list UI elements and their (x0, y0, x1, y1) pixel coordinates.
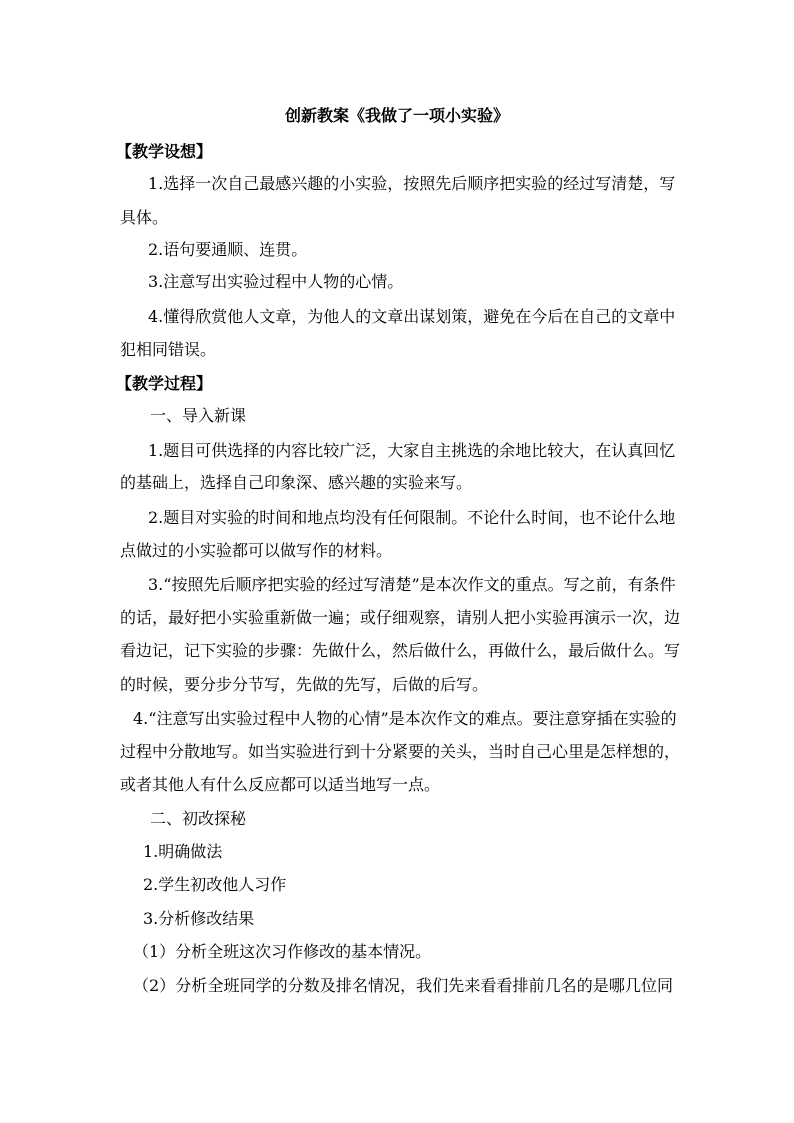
paragraph-line: （2）分析全班同学的分数及排名情况，我们先来看看排前几名的是哪几位同 (133, 976, 673, 995)
paragraph-line: 犯相同错误。 (120, 340, 217, 359)
paragraph-line: 3.分析修改结果 (143, 909, 255, 928)
paragraph-line: 看边记，记下实验的步骤：先做什么，然后做什么，再做什么，最后做什么。写 (120, 641, 681, 660)
paragraph-line: 2.语句要通顺、连贯。 (148, 240, 308, 259)
paragraph-line: 1.明确做法 (143, 842, 223, 861)
paragraph-line: 4.“注意写出实验过程中人物的心情”是本次作文的难点。要注意穿插在实验的 (133, 709, 677, 728)
paragraph-line: 的基础上，选择自己印象深、感兴趣的实验来写。 (120, 473, 473, 492)
paragraph-line: 2.题目对实验的时间和地点均没有任何限制。不论什么时间，也不论什么地 (148, 508, 676, 527)
section-heading-teaching-ideas: 【教学设想】 (116, 142, 213, 161)
paragraph-line: 4.懂得欣赏他人文章，为他人的文章出谋划策，避免在今后在自己的文章中 (148, 307, 676, 326)
section-heading-teaching-process: 【教学过程】 (116, 374, 213, 393)
paragraph-line: 3.“按照先后顺序把实验的经过写清楚”是本次作文的重点。写之前，有条件 (148, 575, 676, 594)
paragraph-line: 1.选择一次自己最感兴趣的小实验，按照先后顺序把实验的经过写清楚，写 (148, 174, 676, 193)
paragraph-line: 2.学生初改他人习作 (143, 875, 287, 894)
paragraph-line: 点做过的小实验都可以做写作的材料。 (120, 541, 393, 560)
paragraph-line: （1）分析全班这次习作修改的基本情况。 (133, 942, 432, 961)
paragraph-line: 或者其他人有什么反应都可以适当地写一点。 (120, 775, 441, 794)
paragraph-line: 二、初改探秘 (150, 809, 247, 828)
paragraph-line: 具体。 (120, 208, 169, 227)
document-title: 创新教案《我做了一项小实验》 (284, 106, 509, 125)
paragraph-line: 的时候，要分步分节写，先做的先写，后做的后写。 (120, 675, 489, 694)
paragraph-line: 一、导入新课 (150, 406, 247, 425)
paragraph-line: 的话，最好把小实验重新做一遍；或仔细观察，请别人把小实验再演示一次，边 (120, 608, 681, 627)
paragraph-line: 过程中分散地写。如当实验进行到十分紧要的关头，当时自己心里是怎样想的， (120, 742, 681, 761)
paragraph-line: 1.题目可供选择的内容比较广泛，大家自主挑选的余地比较大，在认真回忆 (148, 441, 676, 460)
paragraph-line: 3.注意写出实验过程中人物的心情。 (148, 272, 404, 291)
